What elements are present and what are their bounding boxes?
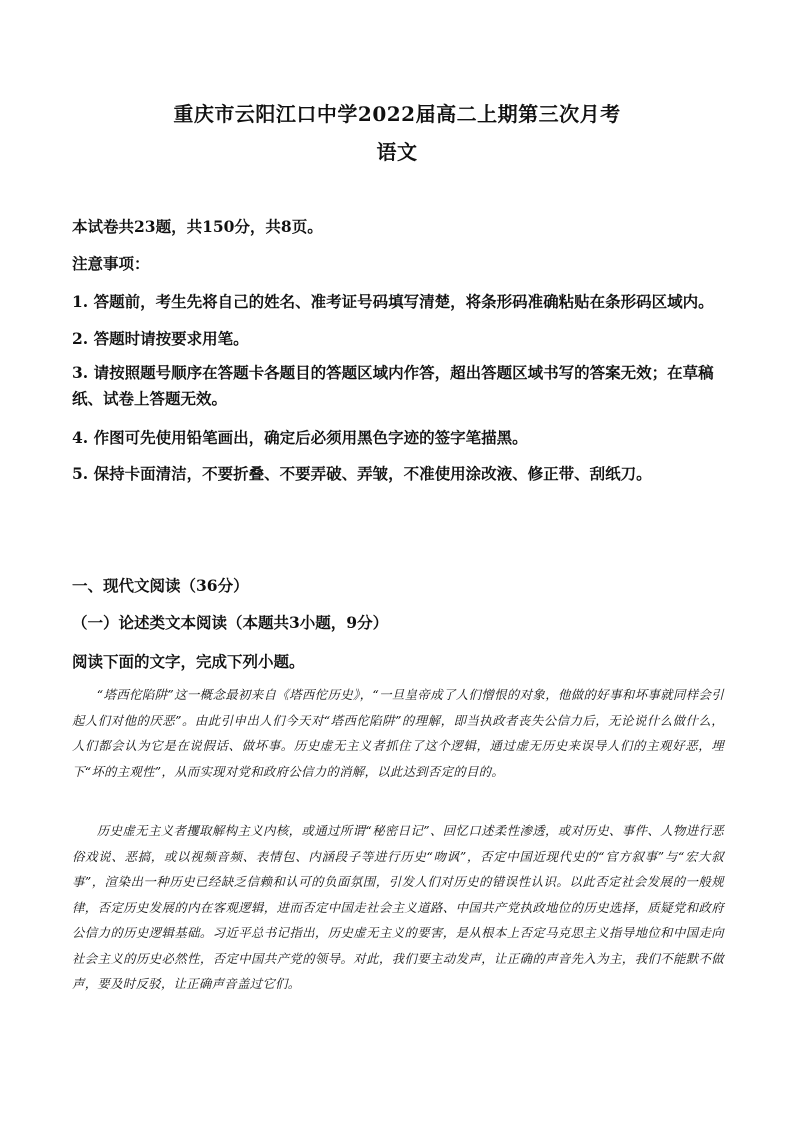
notice-item-5: 5. 保持卡面清洁，不要折叠、不要弄破、弄皱，不准使用涂改液、修正带、刮纸刀。 [72, 464, 652, 483]
section-title: 一、现代文阅读（36分） [72, 576, 249, 595]
notice-item-1: 1. 答题前，考生先将自己的姓名、准考证号码填写清楚，将条形码准确粘贴在条形码区域内。 [72, 292, 714, 311]
exam-summary: 本试卷共23题，共150分，共8页。 [72, 217, 323, 236]
notice-item-2: 2. 答题时请按要求用笔。 [72, 329, 249, 348]
passage-paragraph-1: “塔西佗陷阱”这一概念最初来自《塔西佗历史》，“一旦皇帝成了人们憎恨的对象，他做的好事和坏事就同样会引起人们对他的厌恶”。由此引申出人们今天对“塔西佗陷阱”的理解，即当执政者丧失公信力后，无论说什么做什么，人们都会认为它是在说假话、做坏事。历史虚无主义者抓住了这个逻辑，通过虚无历史来误导人们的主观好恶，埋下“坏的主观性”，从而实现对党和政府公信力的消解，以此达到否定的目的。 [72, 687, 724, 779]
exam-title: 重庆市云阳江口中学2022届高二上期第三次月考 [173, 102, 621, 126]
notice-item-3: 3. 请按照题号顺序在答题卡各题目的答题区域内作答，超出答题区域书写的答案无效；在草稿纸、试卷上答题无效。 [72, 363, 714, 408]
notice-item-4: 4. 作图可先使用铅笔画出，确定后必须用黑色字迹的签字笔描黑。 [72, 428, 528, 447]
passage-paragraph-2: 历史虚无主义者攫取解构主义内核，或通过所谓“秘密日记”、回忆口述柔性渗透，或对历史、事件、人物进行恶俗戏说、恶搞，或以视频音频、表情包、内涵段子等进行历史“吻讽”，否定中国近现代史的“官方叙事”与“宏大叙事”，渲染出一种历史已经缺乏信赖和认可的负面氛围，引发人们对历史的错误性认识。以此否定社会发展的一般规律，否定历史发展的内在客观逻辑，进而否定中国走社会主义道路、中国共产党执政地位的历史选择，质疑党和政府公信力的历史逻辑基础。习近平总书记指出，历史虚无主义的要害，是从根本上否定马克思主义指导地位和中国走向社会主义的历史必然性，否定中国共产党的领导。对此，我们要主动发声，让正确的声音先入为主，我们不能默不做声，要及时反驳，让正确声音盖过它们。 [72, 823, 724, 991]
subject-title: 语文 [376, 140, 418, 164]
reading-instruction: 阅读下面的文字，完成下列小题。 [72, 652, 305, 671]
subsection-title: （一）论述类文本阅读（本题共3小题，9分） [72, 613, 389, 632]
notice-label: 注意事项： [72, 254, 150, 273]
